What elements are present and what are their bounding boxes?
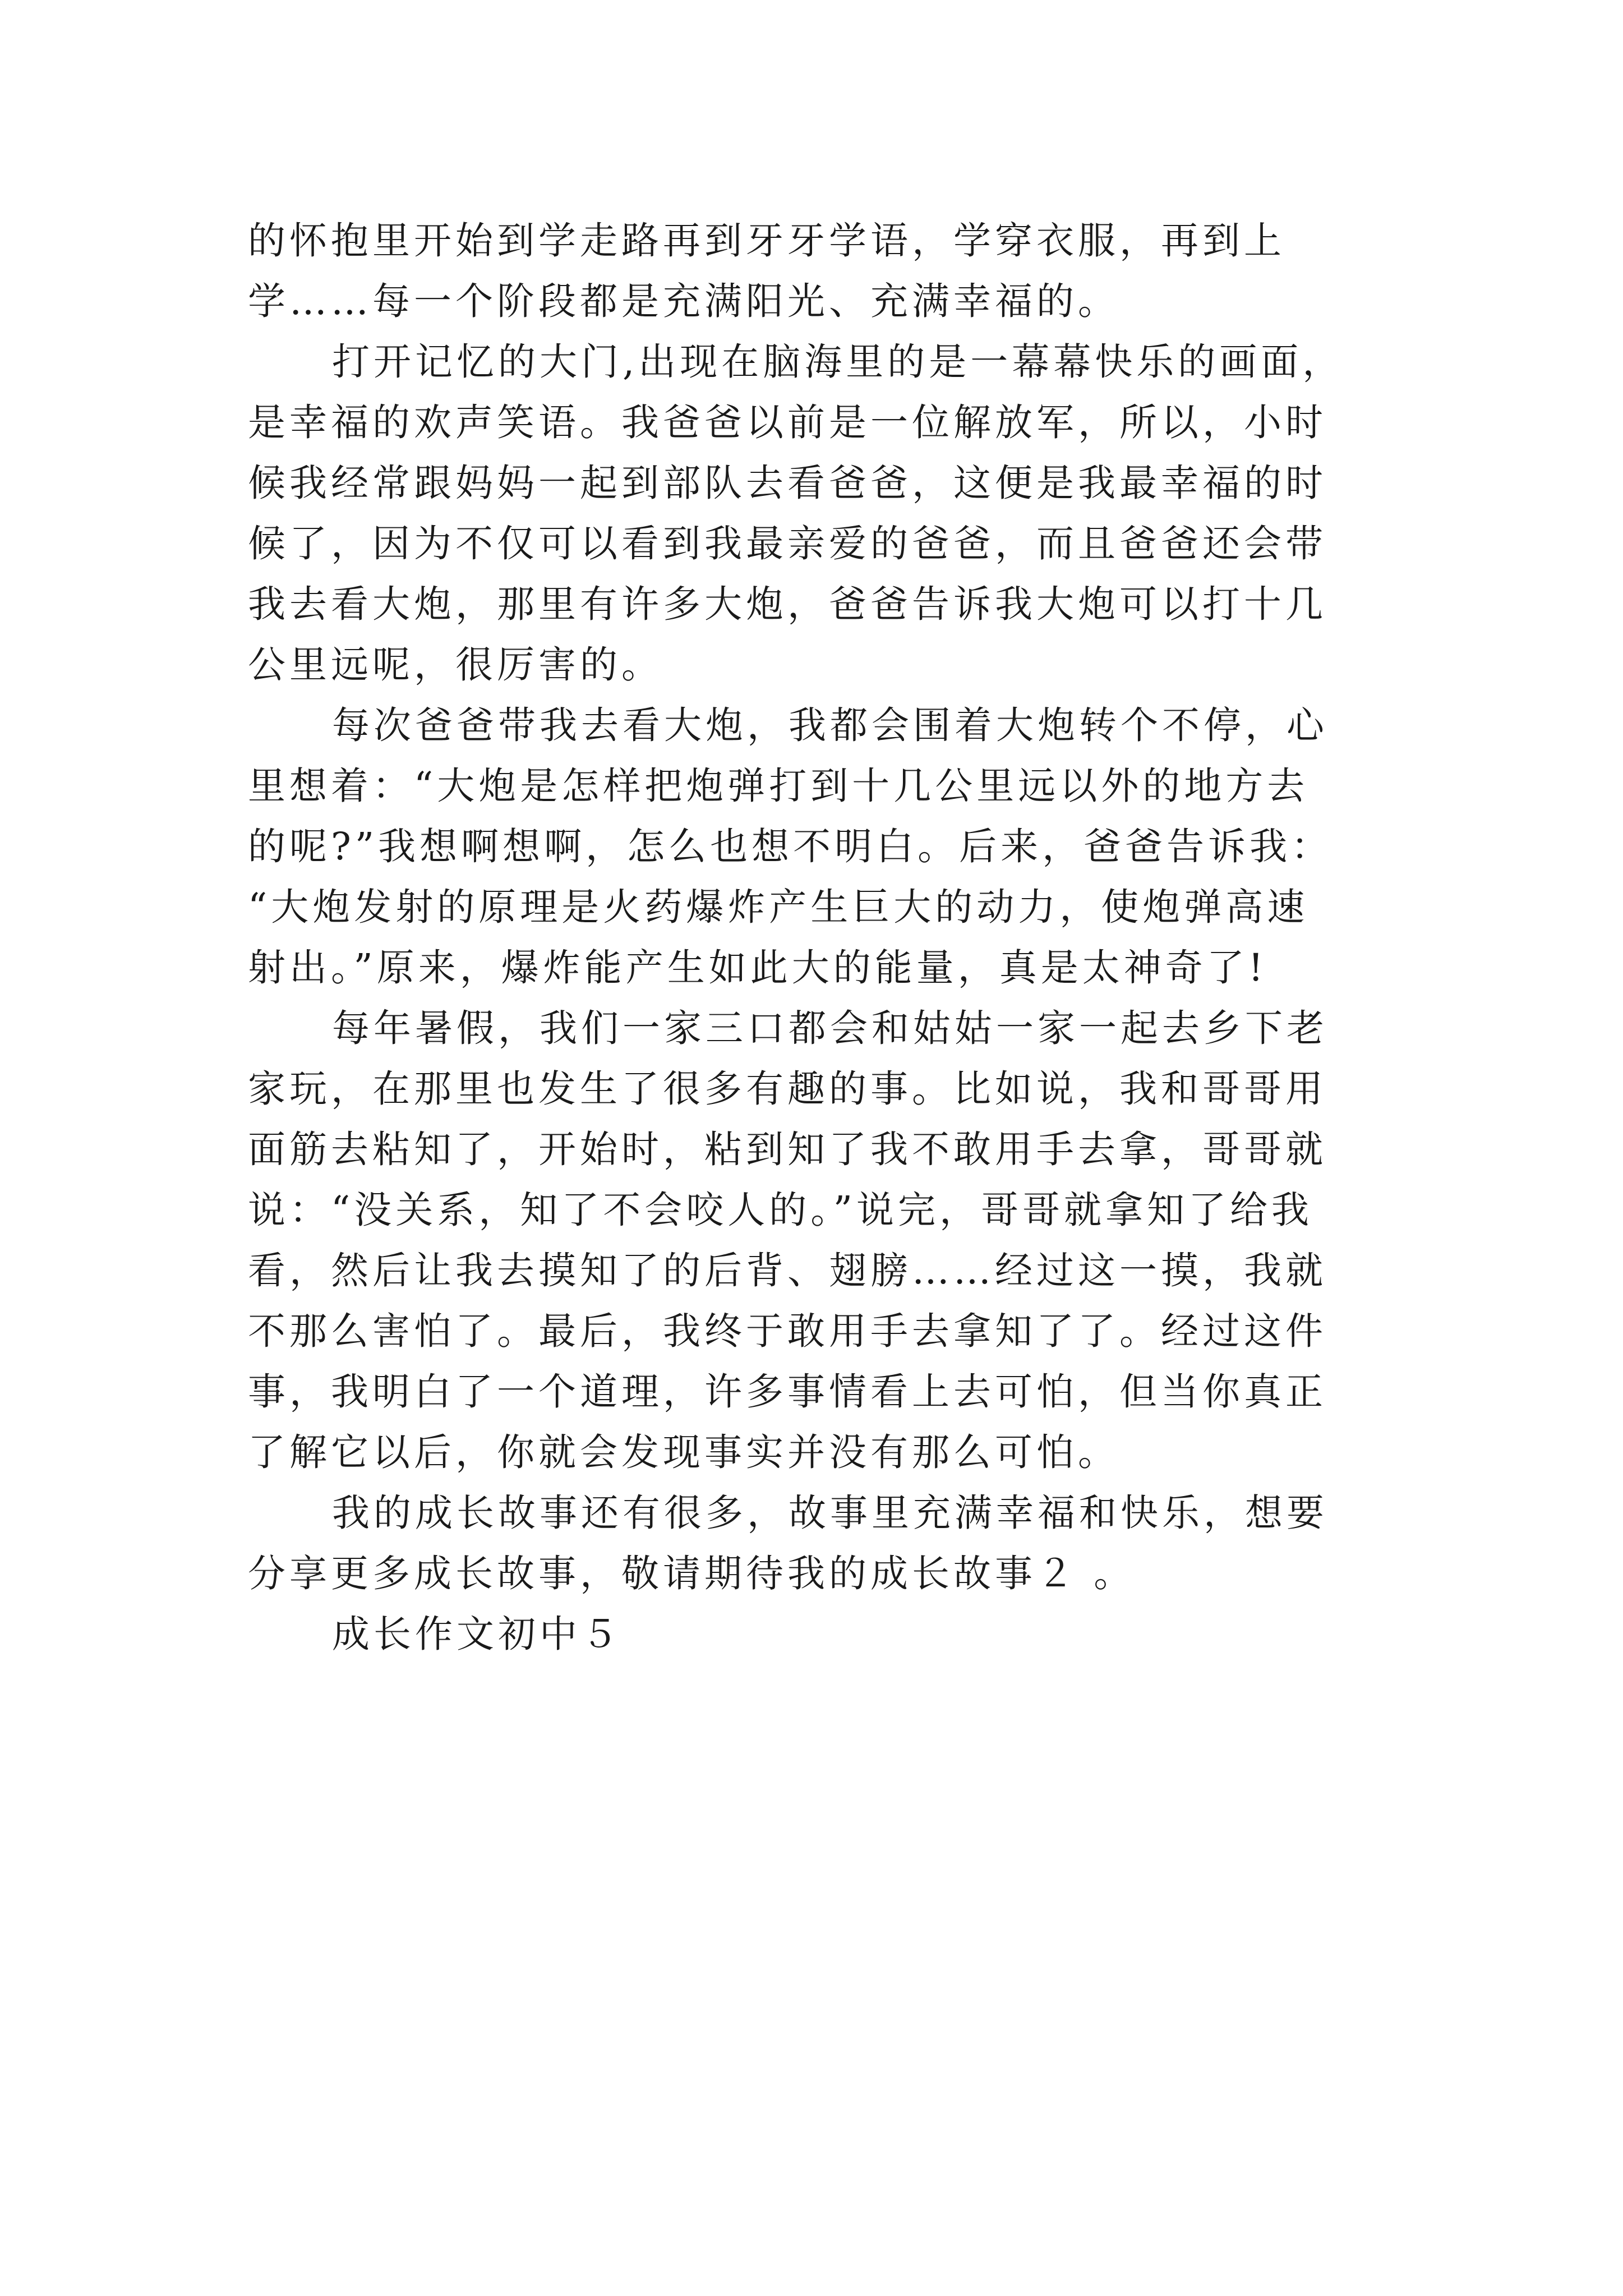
text-line-6: 候了，因为不仅可以看到我最亲爱的爸爸，而且爸爸还会带 — [248, 522, 1327, 565]
text-line-11: 的呢?”我想啊想啊，怎么也想不明白。后来，爸爸告诉我： — [248, 825, 1333, 868]
paragraph-start-line: 我的成长故事还有很多，故事里充满幸福和快乐，想要 — [332, 1491, 1328, 1535]
text-line-10: 里想着：“大炮是怎样把炮弹打到十几公里远以外的地方去 — [248, 764, 1309, 808]
section-heading: 成长作文初中５ — [332, 1612, 623, 1656]
paragraph-start-line: 打开记忆的大门,出现在脑海里的是一幕幕快乐的画面， — [332, 340, 1344, 384]
text-line-5: 候我经常跟妈妈一起到部队去看爸爸，这便是我最幸福的时 — [248, 461, 1327, 505]
text-line-17: 说：“没关系，知了不会咬人的。”说完，哥哥就拿知了给我 — [248, 1188, 1313, 1232]
text-line-23: 分享更多成长故事，敬请期待我的成长故事２ 。 — [248, 1552, 1136, 1595]
text-line-4: 是幸福的欢声笑语。我爸爸以前是一位解放军，所以，小时 — [248, 401, 1327, 444]
text-line-2: 学……每一个阶段都是充满阳光、充满幸福的。 — [248, 279, 1119, 323]
text-line-8: 公里远呢，很厉害的。 — [248, 643, 663, 687]
text-line-16: 面筋去粘知了，开始时，粘到知了我不敢用手去拿，哥哥就 — [248, 1128, 1327, 1171]
text-line-20: 事，我明白了一个道理，许多事情看上去可怕，但当你真正 — [248, 1370, 1327, 1414]
text-line-15: 家玩，在那里也发生了很多有趣的事。比如说，我和哥哥用 — [248, 1067, 1327, 1111]
text-line-18: 看，然后让我去摸知了的后背、翅膀……经过这一摸，我就 — [248, 1249, 1327, 1292]
text-line-1: 的怀抱里开始到学走路再到牙牙学语，学穿衣服，再到上 — [248, 219, 1285, 263]
text-line-19: 不那么害怕了。最后，我终于敢用手去拿知了了。经过这件 — [248, 1309, 1327, 1353]
text-line-12: “大炮发射的原理是火药爆炸产生巨大的动力，使炮弹高速 — [248, 885, 1309, 929]
document-body — [248, 210, 1420, 1664]
text-line-21: 了解它以后，你就会发现事实并没有那么可怕。 — [248, 1430, 1119, 1474]
text-line-7: 我去看大炮，那里有许多大炮，爸爸告诉我大炮可以打十几 — [248, 582, 1327, 626]
paragraph-start-line: 每次爸爸带我去看大炮，我都会围着大炮转个不停，心 — [332, 703, 1328, 747]
text-line-13: 射出。”原来，爆炸能产生如此大的能量，真是太神奇了! — [248, 946, 1267, 990]
paragraph-start-line: 每年暑假，我们一家三口都会和姑姑一家一起去乡下老 — [332, 1006, 1328, 1050]
